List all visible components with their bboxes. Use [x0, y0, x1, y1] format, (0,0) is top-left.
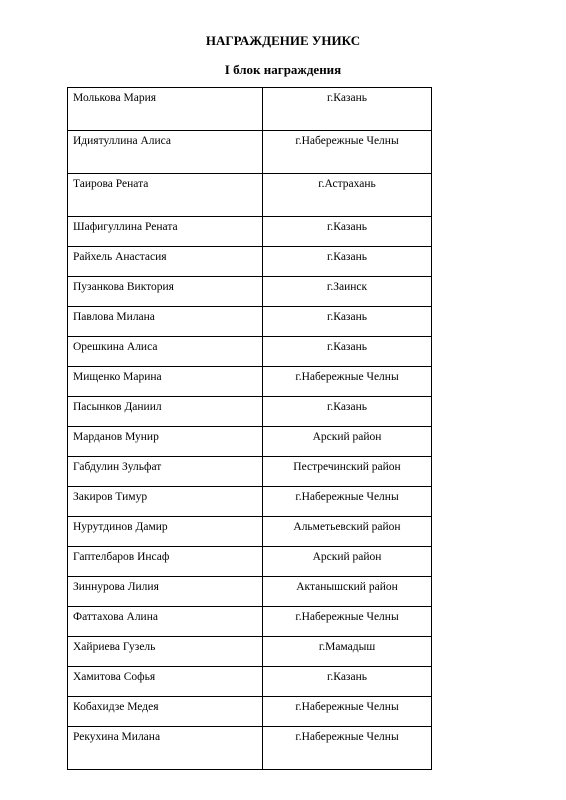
city-cell: Арский район: [263, 547, 432, 577]
name-cell: Гаптелбаров Инсаф: [68, 547, 263, 577]
name-cell: Таирова Рената: [68, 174, 263, 217]
city-cell: г.Казань: [263, 217, 432, 247]
table-row: [68, 88, 432, 131]
name-cell: Нурутдинов Дамир: [68, 517, 263, 547]
name-cell: Хайриева Гузель: [68, 637, 263, 667]
table-row: [68, 667, 432, 697]
city-cell: г.Казань: [263, 307, 432, 337]
name-cell: Пузанкова Виктория: [68, 277, 263, 307]
document-subtitle: I блок награждения: [224, 62, 342, 77]
table-row: [68, 577, 432, 607]
name-cell: Марданов Мунир: [68, 427, 263, 457]
table-row: [68, 607, 432, 637]
document-title: НАГРАЖДЕНИЕ УНИКС: [205, 33, 361, 48]
awards-table: [67, 87, 432, 770]
name-cell: Идиятуллина Алиса: [68, 131, 263, 174]
name-cell: Рекухина Милана: [68, 727, 263, 770]
city-cell: г.Мамадыш: [263, 637, 432, 667]
name-cell: Кобахидзе Медея: [68, 697, 263, 727]
city-cell: Альметьевский район: [263, 517, 432, 547]
city-cell: г.Набережные Челны: [263, 727, 432, 770]
city-cell: г.Набережные Челны: [263, 697, 432, 727]
city-cell: Арский район: [263, 427, 432, 457]
table-row: [68, 637, 432, 667]
table-row: [68, 217, 432, 247]
name-cell: Мищенко Марина: [68, 367, 263, 397]
table-row: [68, 697, 432, 727]
table-row: [68, 427, 432, 457]
name-cell: Хамитова Софья: [68, 667, 263, 697]
name-cell: Пасынков Даниил: [68, 397, 263, 427]
table-row: [68, 547, 432, 577]
name-cell: Габдулин Зульфат: [68, 457, 263, 487]
city-cell: г.Набережные Челны: [263, 367, 432, 397]
name-cell: Шафигуллина Рената: [68, 217, 263, 247]
city-cell: г.Казань: [263, 397, 432, 427]
city-cell: Актанышский район: [263, 577, 432, 607]
name-cell: Райхель Анастасия: [68, 247, 263, 277]
city-cell: г.Набережные Челны: [263, 131, 432, 174]
city-cell: г.Астрахань: [263, 174, 432, 217]
city-cell: г.Набережные Челны: [263, 487, 432, 517]
table-row: [68, 174, 432, 217]
table-row: [68, 517, 432, 547]
table-row: [68, 397, 432, 427]
name-cell: Фаттахова Алина: [68, 607, 263, 637]
name-cell: Молькова Мария: [68, 88, 263, 131]
city-cell: г.Набережные Челны: [263, 607, 432, 637]
table-row: [68, 367, 432, 397]
table-row: [68, 337, 432, 367]
city-cell: г.Казань: [263, 88, 432, 131]
table-row: [68, 307, 432, 337]
table-row: [68, 131, 432, 174]
table-row: [68, 457, 432, 487]
table-row: [68, 487, 432, 517]
city-cell: г.Казань: [263, 247, 432, 277]
table-row: [68, 247, 432, 277]
city-cell: Пестречинский район: [263, 457, 432, 487]
name-cell: Закиров Тимур: [68, 487, 263, 517]
table-row: [68, 727, 432, 770]
name-cell: Зиннурова Лилия: [68, 577, 263, 607]
city-cell: г.Казань: [263, 337, 432, 367]
name-cell: Орешкина Алиса: [68, 337, 263, 367]
name-cell: Павлова Милана: [68, 307, 263, 337]
table-row: [68, 277, 432, 307]
city-cell: г.Казань: [263, 667, 432, 697]
city-cell: г.Заинск: [263, 277, 432, 307]
